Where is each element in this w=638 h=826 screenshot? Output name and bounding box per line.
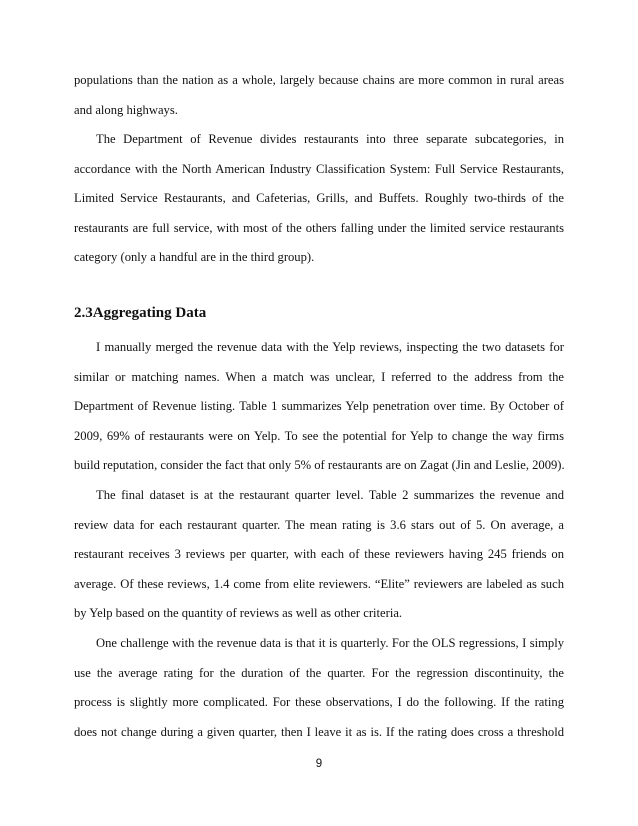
text-line: category (only a handful are in the third group).	[74, 250, 315, 265]
paragraph-challenge	[74, 629, 564, 747]
text-line: process is slightly more complicated. For these observations, I do the following. If the rating	[74, 695, 564, 710]
text-line: The Department of Revenue divides restaurants into three separate subcategories, in	[96, 132, 564, 146]
text-line: accordance with the North American Industry Classification System: Full Service Restaurants,	[74, 161, 564, 176]
text-line: One challenge with the revenue data is that it is quarterly. For the OLS regressions, I simply	[96, 636, 564, 650]
text-line: 2009, 69% of restaurants were on Yelp. To see the potential for Yelp to change the way firms	[74, 428, 564, 443]
text-line: use the average rating for the duration of the quarter. For the regression discontinuity, the	[74, 665, 564, 680]
text-line: by Yelp based on the quantity of reviews as well as other criteria.	[74, 606, 403, 621]
text-line: similar or matching names. When a match was unclear, I referred to the address from the	[74, 369, 564, 384]
section-heading	[74, 303, 206, 323]
text-line: build reputation, consider the fact that only 5% of restaurants are on Zagat (Jin and Leslie, 2009).	[74, 458, 565, 473]
paragraph-department	[74, 125, 564, 273]
paragraph-top	[74, 66, 564, 125]
paragraph-final	[74, 481, 564, 629]
text-line: and along highways.	[74, 102, 178, 117]
text-line: restaurants are full service, with most of the others falling under the limited service restaurants	[74, 220, 564, 235]
text-line: restaurant receives 3 reviews per quarter, with each of these reviewers having 245 friends on	[74, 547, 564, 562]
text-line: populations than the nation as a whole, largely because chains are more common in rural areas	[74, 73, 564, 87]
text-line: does not change during a given quarter, then I leave it as is. If the rating does cross a threshold	[74, 724, 564, 739]
paragraph-merge	[74, 333, 564, 481]
text-line: I manually merged the revenue data with the Yelp reviews, inspecting the two datasets for	[96, 340, 564, 354]
text-line: average. Of these reviews, 1.4 come from elite reviewers. “Elite” reviewers are labeled as such	[74, 576, 564, 591]
text-line: Department of Revenue listing. Table 1 summarizes Yelp penetration over time. By October of	[74, 399, 564, 414]
page-number: 9	[315, 758, 323, 770]
section-number: 2.3	[74, 305, 93, 321]
text-line: Limited Service Restaurants, and Cafeterias, Grills, and Buffets. Roughly two-thirds of the	[74, 191, 564, 206]
text-line: The final dataset is at the restaurant quarter level. Table 2 summarizes the revenue and	[96, 488, 564, 502]
section-title: Aggregating Data	[92, 305, 207, 321]
text-line: review data for each restaurant quarter. The mean rating is 3.6 stars out of 5. On average, a	[74, 517, 564, 532]
